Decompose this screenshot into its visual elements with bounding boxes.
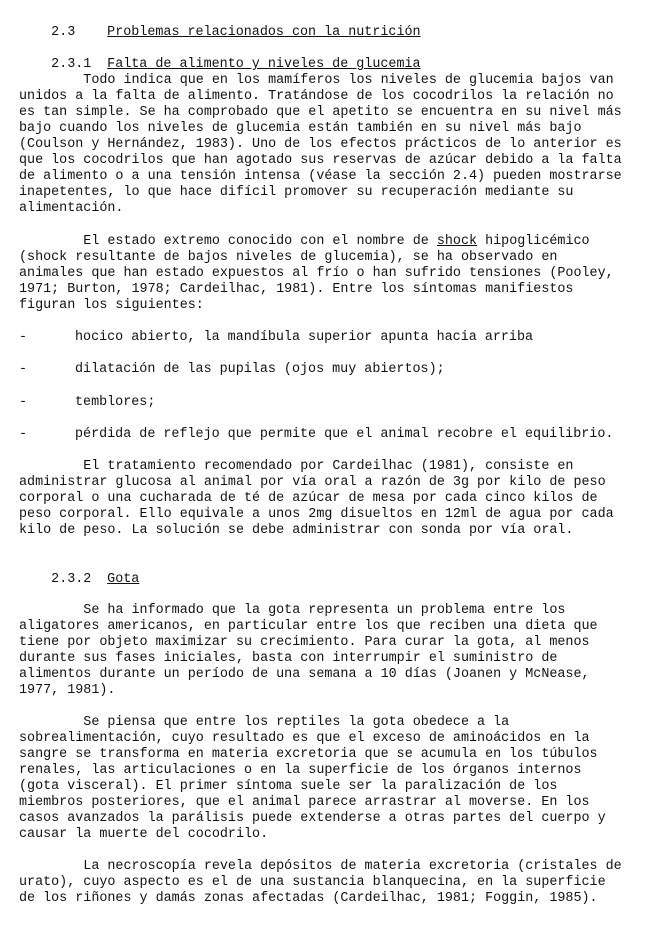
text-line: unidos a la falta de alimento. Tratándose de los cocodrilos la relación no bbox=[19, 89, 614, 104]
text-line: inapetentes, lo que hace difícil promover su recuperación mediante su bbox=[19, 185, 574, 200]
list-dash: - bbox=[19, 330, 28, 345]
text-line: corporal o una cucharada de té de azúcar de mesa por cada cinco kilos de bbox=[19, 491, 598, 506]
text-line: Todo indica que en los mamíferos los niveles de glucemia bajos van bbox=[19, 73, 614, 88]
text-line: durante sus fases iniciales, basta con interrumpir el suministro de bbox=[19, 651, 558, 666]
text-line: tiene por objeto maximizar su crecimiento. Para curar la gota, al menos bbox=[19, 635, 590, 650]
section-number: 2.3.1 bbox=[51, 57, 92, 72]
list-dash: - bbox=[19, 362, 28, 377]
text-line: alimentos durante un período de una semana a 10 días (Joanen y McNease, bbox=[19, 667, 590, 682]
text-line: renales, las articulaciones o en la superficie de los órganos internos bbox=[19, 763, 582, 778]
section-title: Problemas relacionados con la nutrición bbox=[107, 25, 421, 40]
text-line: causar la muerte del cocodrilo. bbox=[19, 827, 269, 842]
list-item: pérdida de reflejo que permite que el animal recobre el equilibrio. bbox=[75, 427, 614, 442]
text-segment: hipoglicémico bbox=[477, 234, 590, 249]
text-line: 1977, 1981). bbox=[19, 683, 116, 698]
text-line: El tratamiento recomendado por Cardeilhac (1981), consiste en bbox=[19, 459, 574, 474]
text-line: 1971; Burton, 1978; Cardeilhac, 1981). Entre los síntomas manifiestos bbox=[19, 282, 574, 297]
section-heading-2-3-2 bbox=[19, 556, 139, 604]
text-line: urato), cuyo aspecto es el de una sustancia blanquecina, en la superficie bbox=[19, 875, 606, 890]
section-number: 2.3.2 bbox=[51, 572, 92, 587]
text-line: Se piensa que entre los reptiles la gota obedece a la bbox=[19, 715, 510, 730]
list-item: temblores; bbox=[75, 395, 156, 410]
section-title: Gota bbox=[107, 572, 140, 587]
text-line: (Coulson y Hernández, 1983). Uno de los efectos prácticos de lo anterior es bbox=[19, 137, 622, 152]
text-line: aligatores americanos, en particular entre los que reciben una dieta que bbox=[19, 619, 598, 634]
section-title: Falta de alimento y niveles de glucemia bbox=[107, 57, 421, 72]
list-dash: - bbox=[19, 427, 28, 442]
text-line: de alimento o a una tensión intensa (véase la sección 2.4) pueden mostrarse bbox=[19, 169, 622, 184]
text-line: sobrealimentación, cuyo resultado es que el exceso de aminoácidos en la bbox=[19, 731, 590, 746]
text-line: bajo cuando los niveles de glucemia están también en su nivel más bajo bbox=[19, 121, 582, 136]
text-line: sangre se transforma en materia excretoria que se acumula en los túbulos bbox=[19, 747, 598, 762]
list-item: hocico abierto, la mandíbula superior apunta hacia arriba bbox=[75, 330, 534, 345]
text-segment: El estado extremo conocido con el nombre de bbox=[19, 234, 437, 249]
underlined-term: shock bbox=[436, 234, 478, 249]
text-line: peso corporal. Ello equivale a unos 2mg disueltos en 12ml de agua por cada bbox=[19, 507, 614, 522]
text-line: kilo de peso. La solución se debe administrar con sonda por vía oral. bbox=[19, 523, 574, 538]
text-line: alimentación. bbox=[19, 201, 124, 216]
text-line: es tan simple. Se ha comprobado que el apetito se encuentra en su nivel más bbox=[19, 105, 622, 120]
text-line: de los riñones y damás zonas afectadas (Cardeilhac, 1981; Foggin, 1985). bbox=[19, 891, 598, 906]
list-item: dilatación de las pupilas (ojos muy abiertos); bbox=[75, 362, 445, 377]
text-line: que los cocodrilos que han agotado sus reservas de azúcar debido a la falta bbox=[19, 153, 622, 168]
text-line: (shock resultante de bajos niveles de glucemia), se ha observado en bbox=[19, 250, 558, 265]
text-line: animales que han estado expuestos al frío o han sufrido tensiones (Pooley, bbox=[19, 266, 614, 281]
list-dash: - bbox=[19, 395, 28, 410]
text-line: miembros posteriores, que el animal parece arrastrar al moverse. En los bbox=[19, 795, 590, 810]
text-line bbox=[19, 234, 590, 250]
text-line: figuran los siguientes: bbox=[19, 298, 204, 313]
text-line: administrar glucosa al animal por vía oral a razón de 3g por kilo de peso bbox=[19, 475, 606, 490]
section-number: 2.3 bbox=[51, 25, 76, 40]
text-line: Se ha informado que la gota representa un problema entre los bbox=[19, 603, 566, 618]
text-line: (gota visceral). El primer síntoma suele ser la paralización de los bbox=[19, 779, 558, 794]
text-line: casos avanzados la parálisis puede extenderse a otras partes del cuerpo y bbox=[19, 811, 606, 826]
text-line: La necroscopía revela depósitos de materia excretoria (cristales de bbox=[19, 859, 622, 874]
